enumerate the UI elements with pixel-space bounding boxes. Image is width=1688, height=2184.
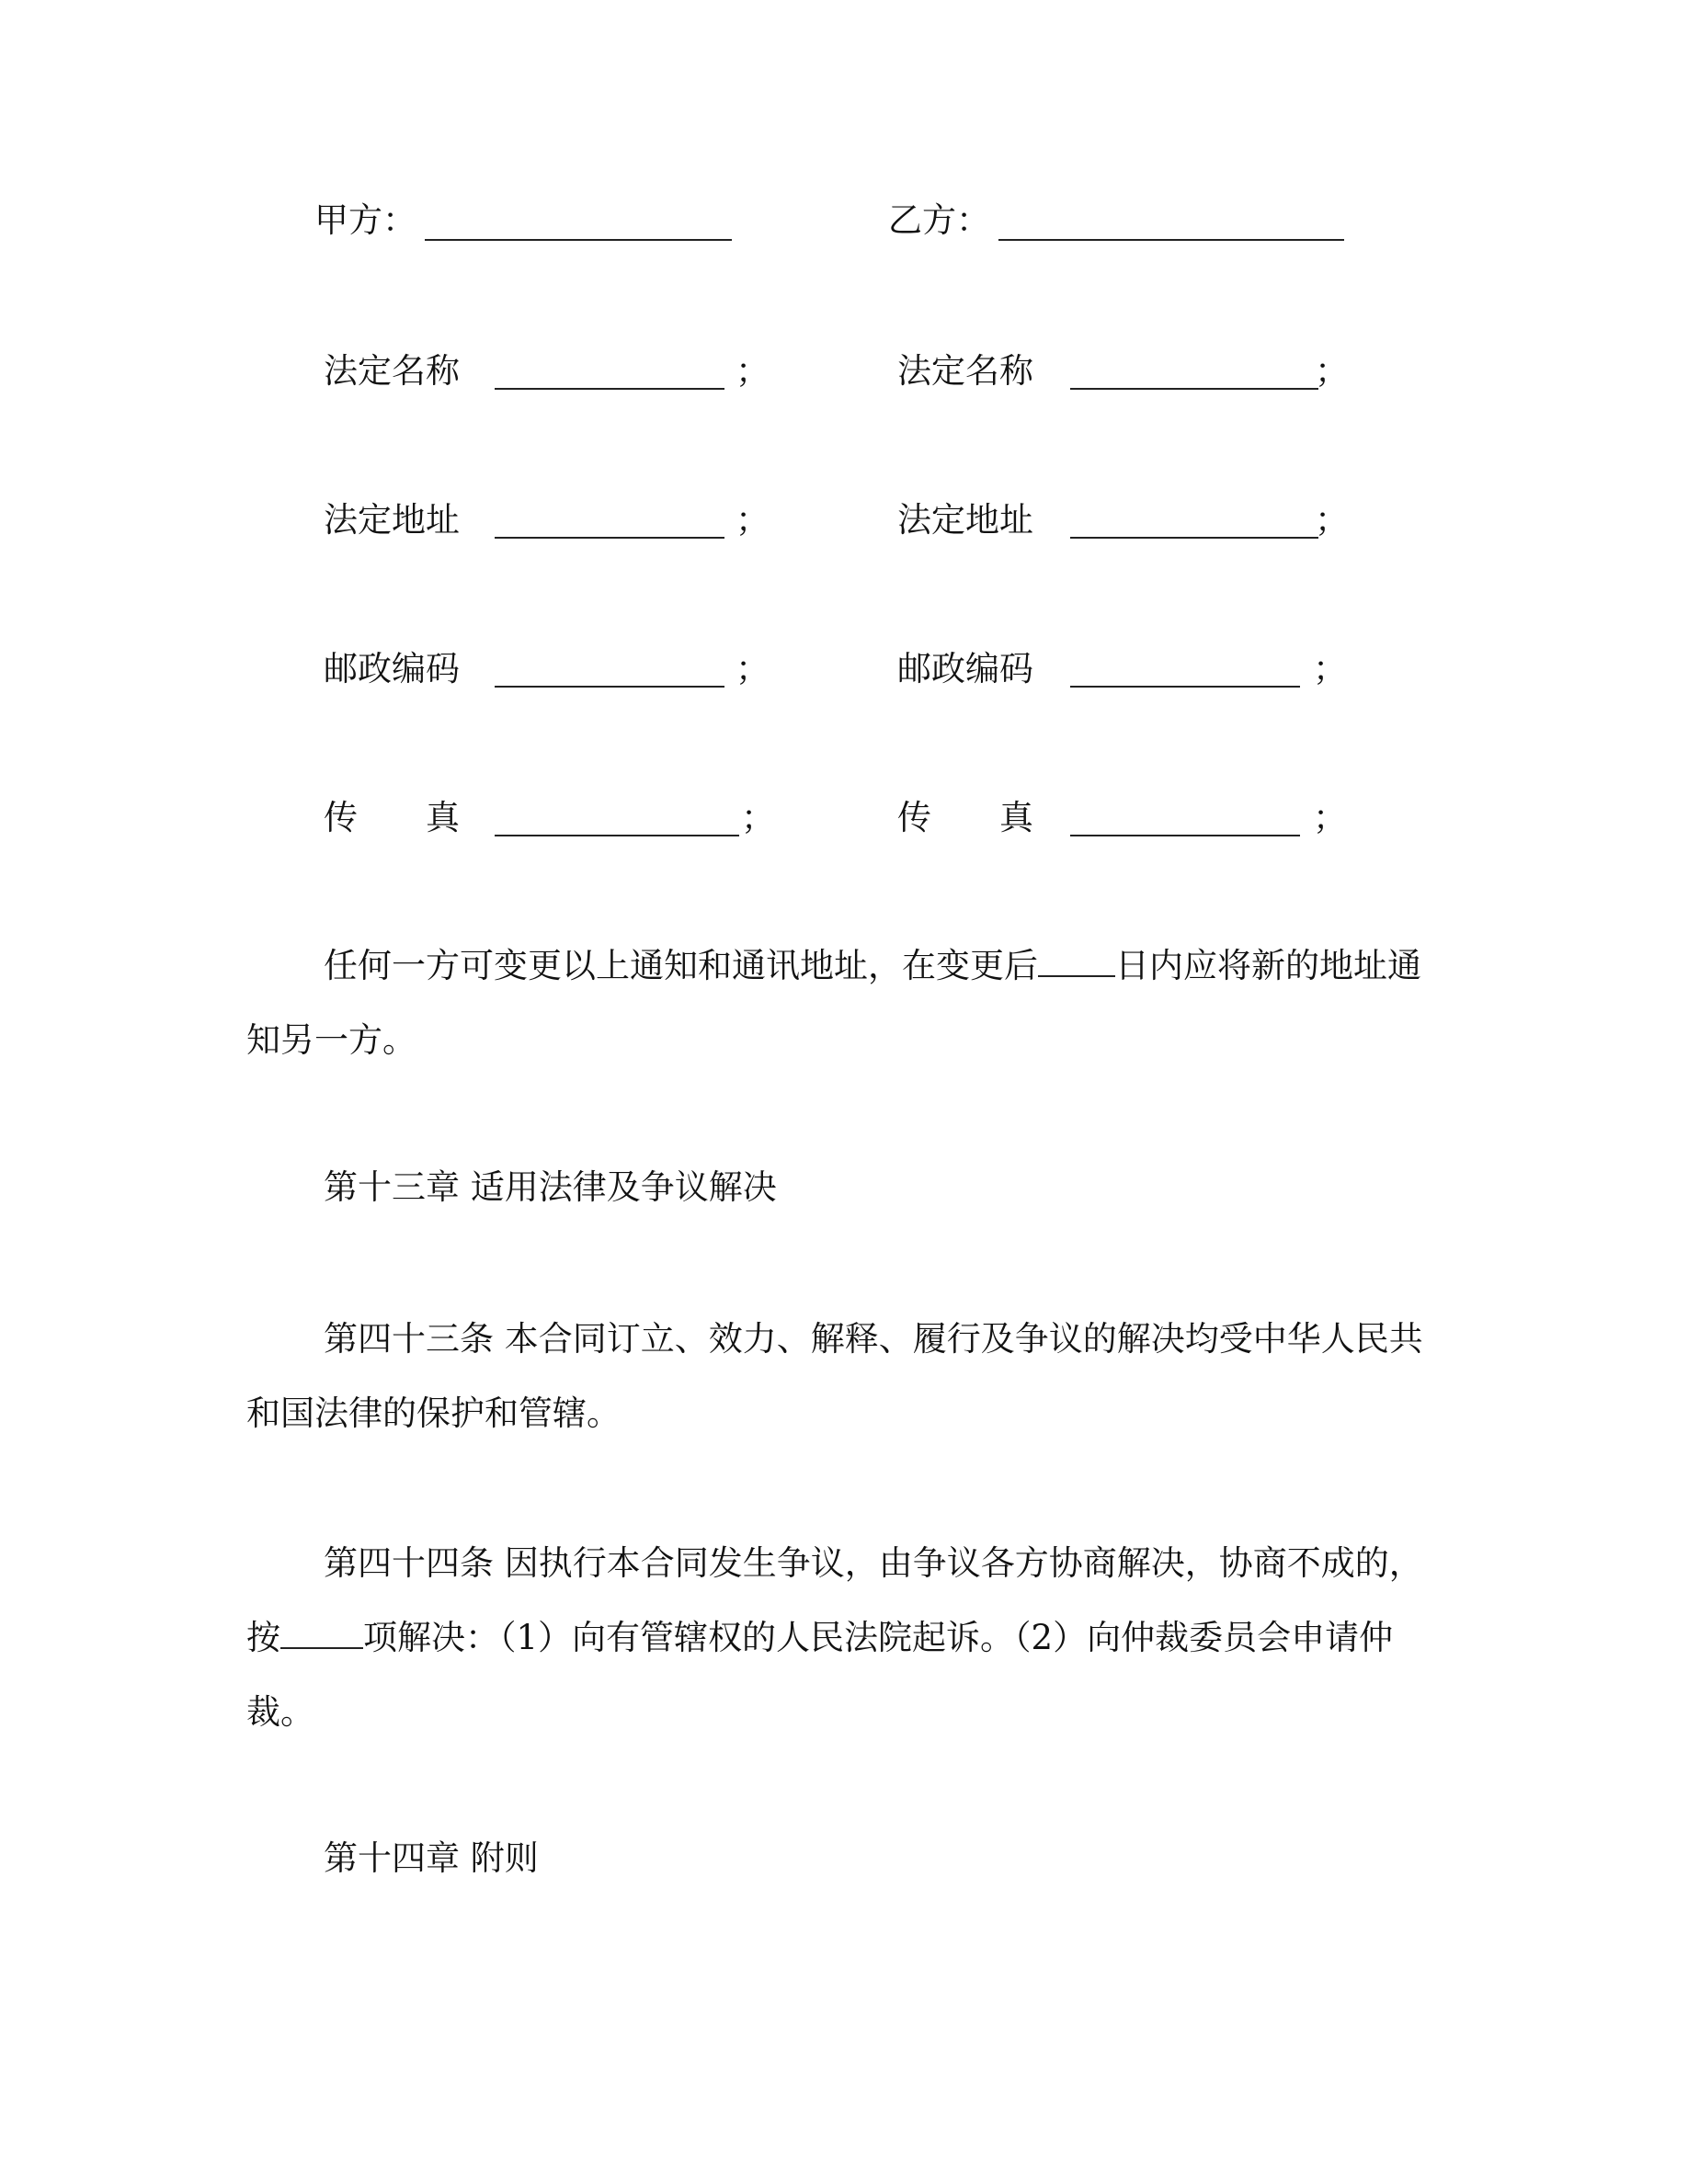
option-blank[interactable] — [280, 1617, 363, 1649]
article-44-text-after: 项解决：（1）向有管辖权的人民法院起诉。（2）向仲裁委员会申请仲裁。 — [246, 1618, 1394, 1732]
party-b-legal-name-blank[interactable] — [1070, 388, 1318, 390]
separator: ； — [1315, 500, 1349, 540]
chapter-14-heading: 第十四章 附则 — [324, 1838, 539, 1878]
party-a-postal-code-blank[interactable] — [495, 686, 724, 688]
party-a-blank[interactable] — [425, 239, 732, 241]
separator: ； — [736, 649, 770, 688]
notice-text-before: 任何一方可变更以上通知和通讯地址，在变更后 — [324, 946, 1038, 985]
party-b-postal-code-blank[interactable] — [1070, 686, 1300, 688]
party-a-legal-name-blank[interactable] — [495, 388, 724, 390]
notice-text-after: 日内应将新的地址通知另一方。 — [246, 946, 1421, 1060]
party-b-field-label: 法定地址 — [897, 500, 1033, 540]
article-43-text: 第四十三条 本合同订立、效力、解释、履行及争议的解决均受中华人民共和国法律的保护和管辖。 — [246, 1319, 1423, 1433]
party-a-legal-address-blank[interactable] — [495, 537, 724, 539]
article-44 — [246, 1526, 1432, 1749]
party-b-label: 乙方： — [888, 200, 990, 240]
party-b-legal-address-blank[interactable] — [1070, 537, 1318, 539]
separator: ； — [736, 500, 770, 540]
party-a-fax-blank[interactable] — [495, 835, 739, 836]
party-a-field-label: 邮政编码 — [324, 649, 460, 688]
party-b-field-label: 法定名称 — [897, 351, 1033, 391]
article-44-text-before: 第四十四条 因执行本合同发生争议，由争议各方协商解决，协商不成的，按 — [246, 1543, 1423, 1657]
article-43 — [246, 1302, 1432, 1450]
party-b-fax-blank[interactable] — [1070, 835, 1300, 836]
separator: ； — [1315, 351, 1349, 391]
separator: ； — [1313, 798, 1347, 837]
party-b-field-label: 邮政编码 — [897, 649, 1033, 688]
chapter-13-heading: 第十三章 适用法律及争议解决 — [324, 1167, 777, 1207]
party-a-label: 甲方： — [314, 200, 416, 240]
party-a-field-label: 传 真 — [324, 798, 460, 837]
party-a-field-label: 法定地址 — [324, 500, 460, 540]
party-b-field-label: 传 真 — [897, 798, 1033, 837]
days-blank[interactable] — [1038, 945, 1115, 977]
separator: ； — [736, 351, 770, 391]
notice-paragraph — [246, 928, 1432, 1077]
party-a-field-label: 法定名称 — [324, 351, 460, 391]
party-b-blank[interactable] — [998, 239, 1344, 241]
separator: ； — [1313, 649, 1347, 688]
separator: ； — [741, 798, 775, 837]
